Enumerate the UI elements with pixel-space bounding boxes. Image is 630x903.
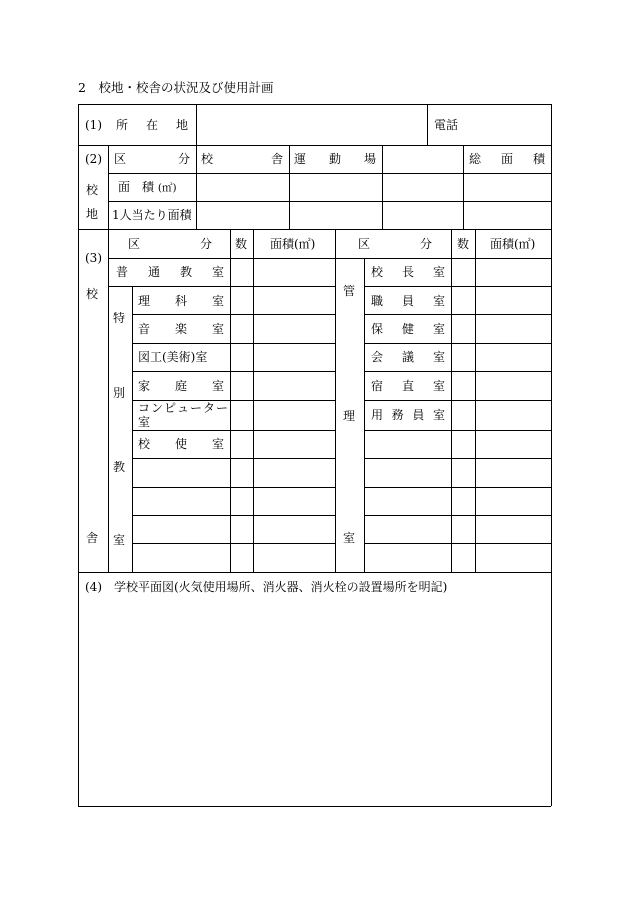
section-3-number: (3): [85, 251, 102, 265]
count-header-right: 数: [457, 237, 470, 251]
floor-plan-title: 学校平面図(火気使用場所、消火器、消火栓の設置場所を明記): [114, 580, 448, 594]
count-header-left: 数: [235, 237, 248, 251]
building-side-top: 校: [86, 287, 99, 301]
site-side-label-1: 校: [86, 183, 99, 197]
admin-label-2: 理: [343, 409, 356, 423]
special-room-home-ec: 家 庭 室: [138, 379, 224, 393]
special-room-music: 音 楽 室: [138, 322, 224, 336]
location-label: 所 在 地: [116, 118, 188, 132]
kubun-header-right: 区 分: [358, 237, 432, 251]
admin-label-1: 管: [343, 284, 356, 298]
playground-header: 運 動 場: [294, 152, 376, 166]
section-4-number: (4): [85, 580, 102, 594]
special-label-1: 特: [113, 311, 126, 325]
admin-room-staff: 職 員 室: [371, 294, 445, 308]
admin-room-health: 保 健 室: [371, 322, 445, 336]
area-header-right: 面積(㎡): [490, 237, 536, 251]
section-1-number: (1): [85, 118, 102, 132]
area-header-left: 面積(㎡): [270, 237, 316, 251]
per-person-area-label: 1人当たり面積: [112, 208, 192, 222]
area-row-label: 面 積 (㎡): [118, 180, 177, 194]
special-label-4: 室: [113, 533, 126, 547]
special-room-other: 校 使 室: [138, 437, 224, 451]
floor-plan-area[interactable]: [80, 598, 549, 804]
admin-label-3: 室: [343, 531, 356, 545]
special-room-art: 図工(美術)室: [138, 350, 208, 364]
special-room-computer-line1: コンピューター: [138, 401, 230, 415]
special-room-computer-line2: 室: [138, 415, 151, 429]
kubun-header: 区 分: [114, 152, 190, 166]
total-area-header: 総 面 積: [469, 152, 545, 166]
section-2-number: (2): [85, 152, 102, 166]
site-side-label-2: 地: [86, 207, 99, 221]
page-title: 2 校地・校舎の状況及び使用計画: [78, 80, 274, 95]
admin-room-janitor: 用 務 員 室: [371, 408, 445, 422]
admin-room-meeting: 会 議 室: [371, 350, 445, 364]
phone-label: 電話: [434, 118, 459, 132]
school-building-header: 校 舎: [201, 152, 283, 166]
special-label-3: 教: [113, 460, 126, 474]
kubun-header-left: 区 分: [128, 237, 212, 251]
building-side-bottom: 舎: [86, 531, 99, 545]
special-room-science: 理 科 室: [138, 294, 224, 308]
special-label-2: 別: [113, 386, 126, 400]
admin-room-night-duty: 宿 直 室: [371, 379, 445, 393]
admin-room-principal: 校 長 室: [371, 265, 445, 279]
general-classroom-label: 普 通 教 室: [116, 265, 224, 279]
